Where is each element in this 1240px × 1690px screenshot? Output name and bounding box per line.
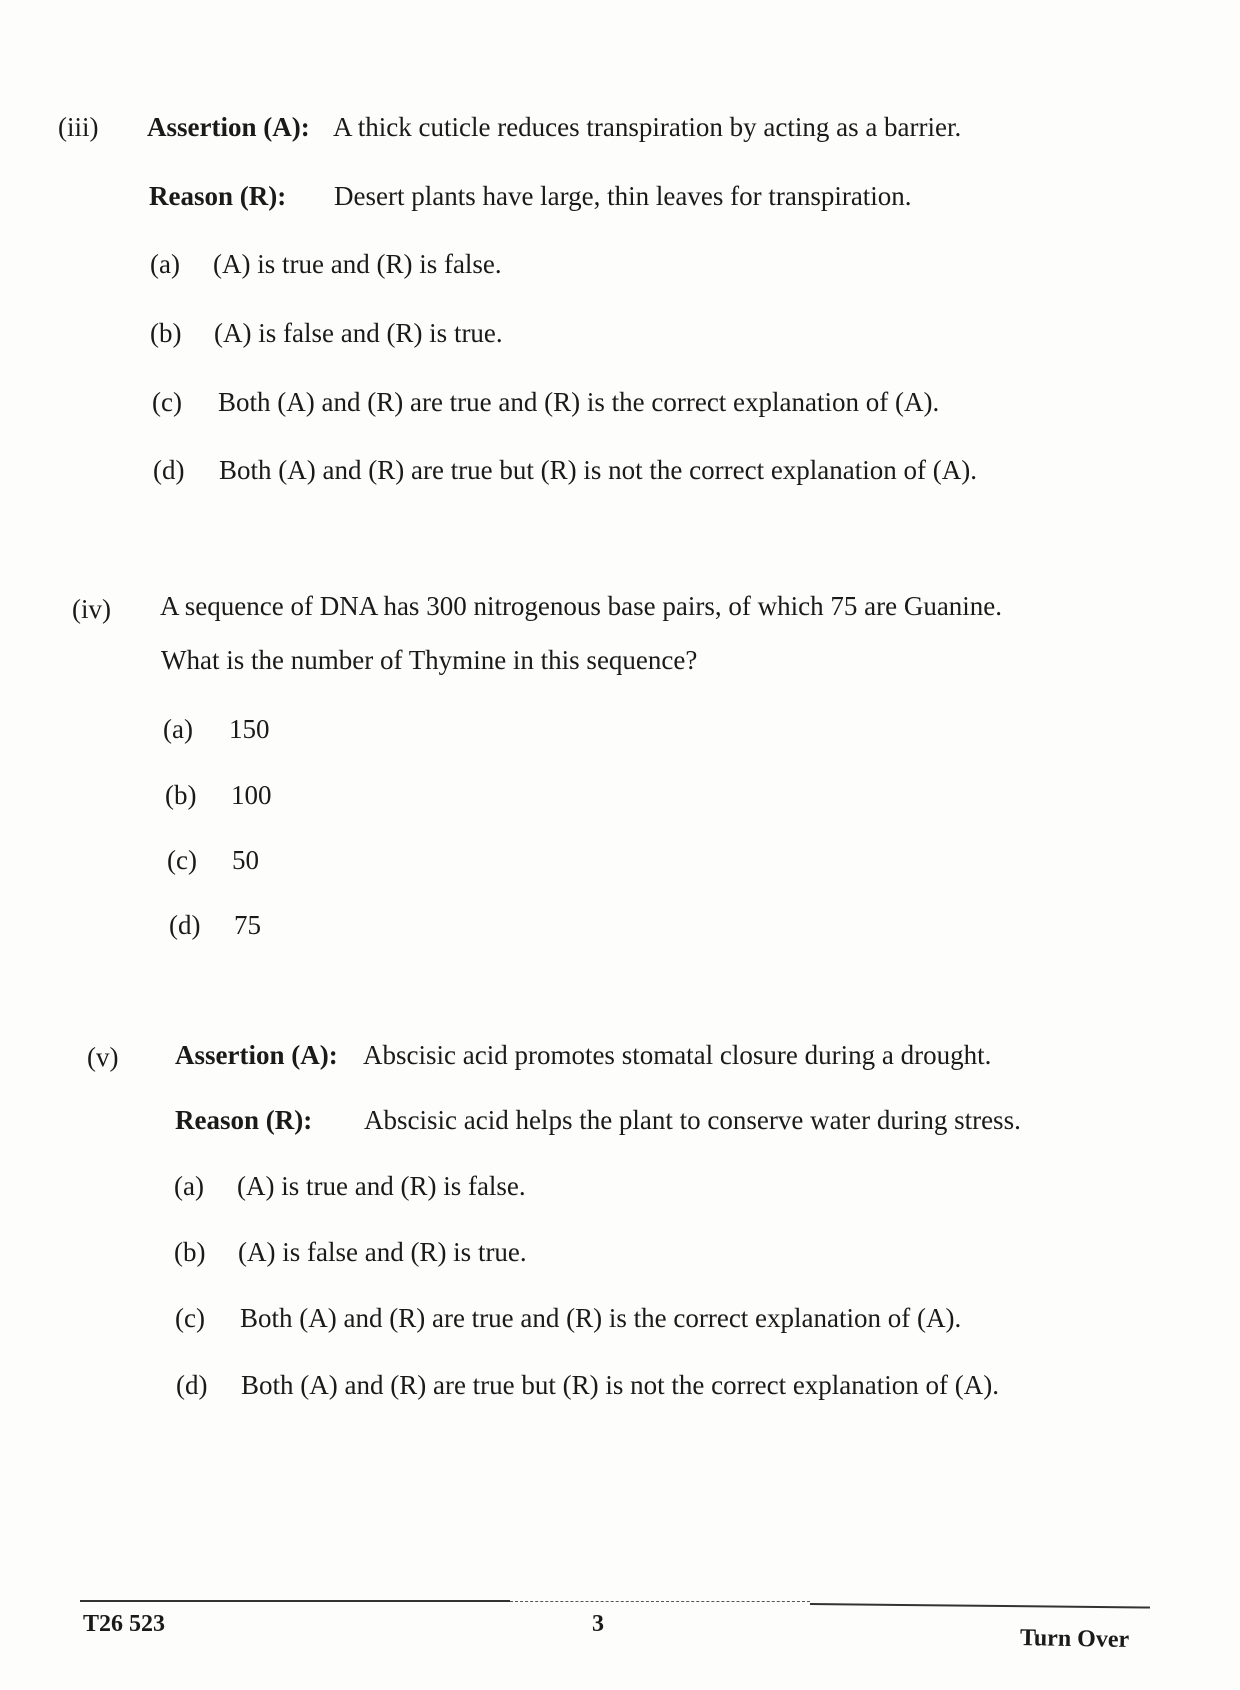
option-letter: (d): [153, 455, 185, 485]
question-text-line: A sequence of DNA has 300 nitrogenous base pairs, of which 75 are Guanine.: [160, 591, 1003, 621]
option-letter: (a): [150, 249, 180, 279]
assertion-text: Abscisic acid promotes stomatal closure during a drought.: [363, 1040, 992, 1070]
reason-label: Reason (R):: [149, 181, 287, 211]
page-number: 3: [592, 1611, 604, 1637]
option-letter: (d): [176, 1370, 208, 1400]
option-text: (A) is true and (R) is false.: [237, 1171, 526, 1201]
reason-label: Reason (R):: [175, 1105, 313, 1135]
option-text: 75: [234, 910, 261, 940]
option-text: 50: [232, 845, 259, 875]
option-text: 150: [229, 714, 270, 744]
footer-rule: [510, 1601, 810, 1602]
reason-text: Abscisic acid helps the plant to conserve water during stress.: [364, 1105, 1021, 1135]
assertion-label: Assertion (A):: [147, 112, 310, 142]
reason-text: Desert plants have large, thin leaves for transpiration.: [334, 181, 912, 211]
option-text: (A) is false and (R) is true.: [214, 318, 503, 348]
footer-rule: [80, 1600, 510, 1602]
option-text: Both (A) and (R) are true and (R) is the correct explanation of (A).: [218, 387, 940, 417]
option-letter: (c): [152, 387, 182, 417]
option-letter: (a): [174, 1171, 204, 1201]
option-text: Both (A) and (R) are true but (R) is not the correct explanation of (A).: [219, 455, 978, 485]
option-letter: (b): [165, 780, 197, 810]
option-letter: (d): [169, 910, 201, 940]
assertion-text: A thick cuticle reduces transpiration by acting as a barrier.: [333, 112, 962, 142]
assertion-label: Assertion (A):: [175, 1040, 338, 1070]
option-text: (A) is false and (R) is true.: [238, 1237, 527, 1267]
option-letter: (c): [167, 845, 197, 875]
option-text: Both (A) and (R) are true and (R) is the correct explanation of (A).: [240, 1303, 962, 1333]
paper-code: T26 523: [83, 1611, 166, 1637]
option-letter: (c): [175, 1303, 205, 1333]
option-text: (A) is true and (R) is false.: [213, 249, 502, 279]
option-text: Both (A) and (R) are true but (R) is not the correct explanation of (A).: [241, 1370, 1000, 1400]
option-letter: (b): [150, 318, 182, 348]
question-number: (iv): [72, 594, 111, 624]
option-letter: (b): [174, 1237, 206, 1267]
footer-rule: [810, 1603, 1150, 1609]
option-letter: (a): [163, 714, 193, 744]
question-number: (v): [87, 1042, 119, 1072]
turn-over-label: Turn Over: [1019, 1625, 1130, 1653]
question-number: (iii): [58, 112, 99, 142]
option-text: 100: [231, 780, 272, 810]
question-text-line: What is the number of Thymine in this sequence?: [161, 645, 698, 675]
